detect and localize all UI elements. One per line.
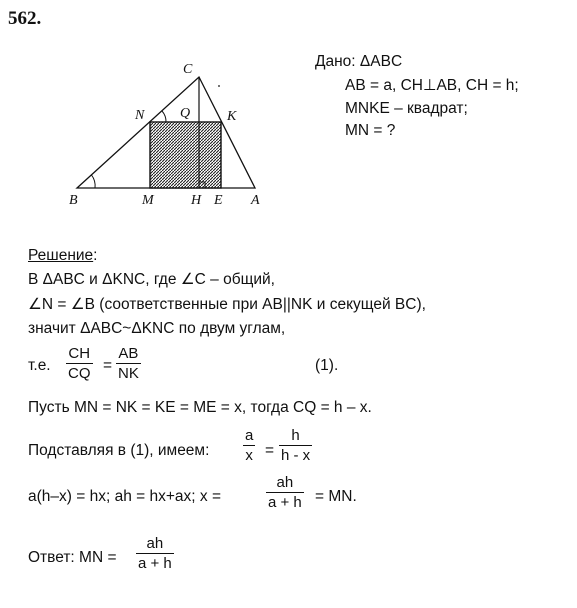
equation-label: (1). — [315, 357, 339, 374]
fraction-ab-nk — [116, 345, 141, 382]
fraction-h-hx — [279, 427, 312, 464]
angle-n-arc — [162, 111, 166, 122]
fraction-a-x — [243, 427, 255, 464]
solution-line-2: ∠N = ∠B (соответственные при AB||NK и секущей BC), — [28, 296, 426, 313]
equals-sign: = — [103, 357, 113, 374]
frac-den: x — [245, 447, 253, 464]
frac-den: NK — [118, 365, 139, 382]
label-n: N — [135, 108, 145, 123]
label-e: E — [214, 193, 223, 208]
frac-den: CQ — [68, 365, 91, 382]
label-m: M — [142, 193, 154, 208]
label-q: Q — [180, 106, 191, 121]
given-line-3: MNKE – квадрат; — [345, 100, 468, 117]
label-c: C — [183, 62, 193, 77]
solution-let-line: Пусть MN = NK = KE = ME = x, тогда CQ = h – x. — [28, 399, 372, 416]
calc-suffix: = MN. — [315, 488, 357, 505]
tick-dot — [218, 85, 220, 87]
solution-heading — [28, 247, 97, 265]
given-line-1: Дано: ΔABC — [315, 53, 403, 70]
frac-den: a + h — [138, 555, 172, 572]
given-line-2: AB = a, CH⊥AB, CH = h; — [345, 77, 519, 94]
given-line-4: MN = ? — [345, 122, 396, 139]
angle-b-arc — [92, 175, 96, 188]
square-mnke — [150, 122, 221, 188]
fraction-ch-cq — [66, 345, 93, 382]
frac-den: h - x — [281, 447, 311, 464]
fraction-answer — [136, 535, 174, 572]
frac-num: ah — [146, 535, 164, 552]
frac-num: ah — [276, 474, 294, 491]
equals-sign: = — [265, 442, 275, 459]
frac-num: AB — [118, 345, 139, 362]
label-k: K — [227, 109, 237, 124]
frac-num: a — [245, 427, 254, 444]
frac-den: a + h — [268, 494, 302, 511]
fraction-ah-ah — [266, 474, 304, 511]
frac-num: CH — [68, 345, 91, 362]
label-b: B — [69, 193, 78, 208]
label-h: H — [191, 193, 202, 208]
label-a: A — [251, 193, 260, 208]
solution-heading-text: Решение — [28, 247, 94, 264]
frac-num: h — [291, 427, 300, 444]
solution-line-3: значит ΔABC~ΔKNC по двум углам, — [28, 320, 286, 337]
solution-line-1: В ΔABC и ΔKNC, где ∠C – общий, — [28, 271, 275, 288]
answer-prefix: Ответ: MN = — [28, 549, 117, 566]
te-prefix: т.е. — [28, 357, 51, 374]
solution-heading-colon: : — [93, 247, 98, 264]
problem-number: 562. — [8, 8, 42, 29]
substitution-prefix: Подставляя в (1), имеем: — [28, 442, 210, 459]
calc-prefix: a(h–x) = hx; ah = hx+ax; x = — [28, 488, 222, 505]
